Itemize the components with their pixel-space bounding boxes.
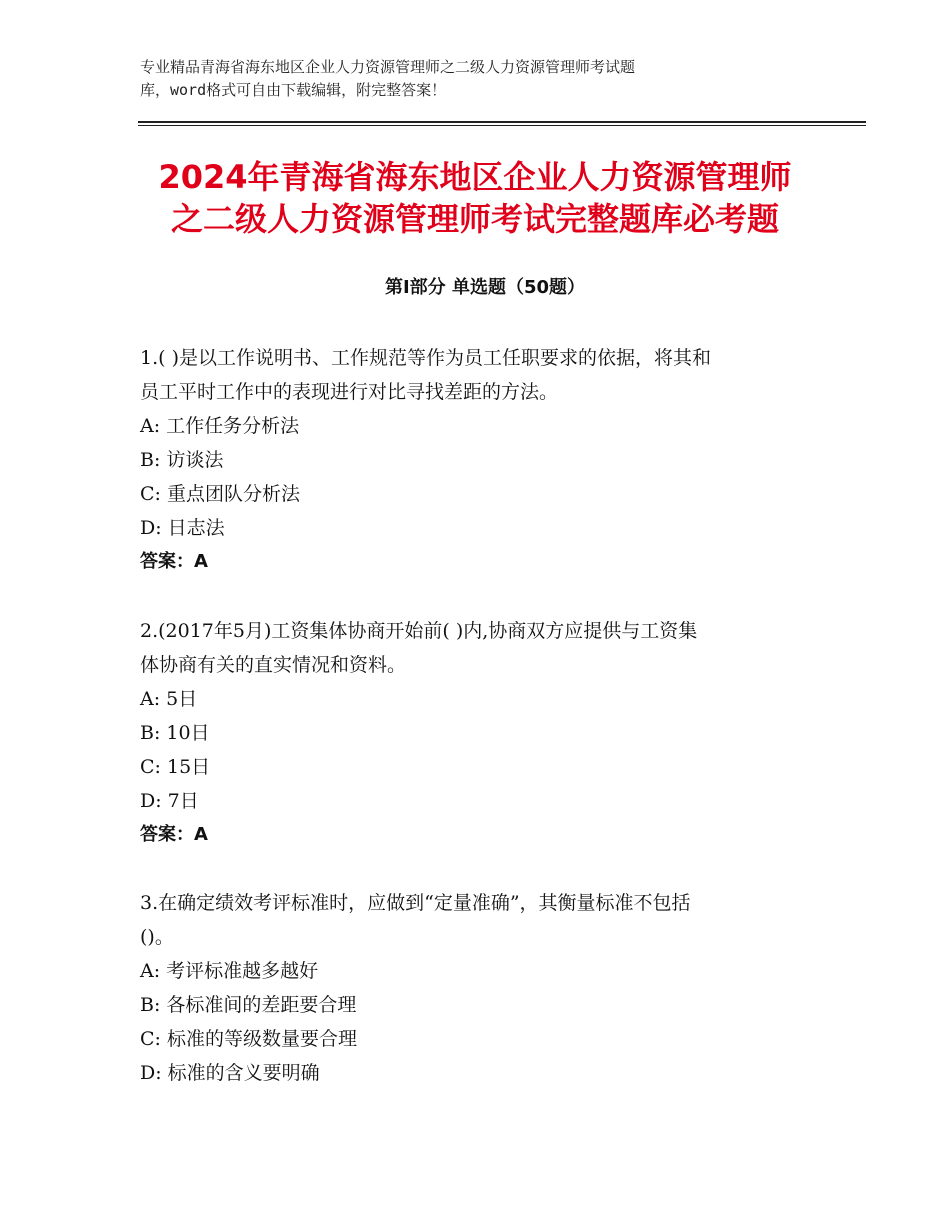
option-a: A: 工作任务分析法 <box>140 415 300 437</box>
option-c: C: 重点团队分析法 <box>140 483 300 505</box>
option-d: D: 7日 <box>140 790 199 812</box>
question-text-line-1: 3.在确定绩效考评标准时，应做到“定量准确”，其衡量标准不包括 <box>140 892 691 914</box>
option-b: B: 访谈法 <box>140 449 224 471</box>
answer: 答案：A <box>140 824 208 845</box>
question-text <box>140 886 820 954</box>
document-title <box>130 156 820 240</box>
header-note <box>140 56 830 102</box>
document-title-line-2: 之二级人力资源管理师考试完整题库必考题 <box>170 200 779 238</box>
question-text <box>140 341 820 409</box>
header-note-line-1: 专业精品青海省海东地区企业人力资源管理师之二级人力资源管理师考试题 <box>140 58 636 76</box>
option-d: D: 标准的含义要明确 <box>140 1062 320 1084</box>
header-divider-thick <box>138 121 866 123</box>
question-text-line-2: 体协商有关的直实情况和资料。 <box>140 654 407 676</box>
option-b: B: 10日 <box>140 722 210 744</box>
answer: 答案：A <box>140 551 208 572</box>
header-note-line-2: 库，word格式可自由下载编辑，附完整答案！ <box>140 81 447 99</box>
option-d: D: 日志法 <box>140 517 225 539</box>
question-1 <box>140 341 820 579</box>
option-a: A: 考评标准越多越好 <box>140 960 319 982</box>
question-text-line-1: 2.(2017年5月)工资集体协商开始前( )内,协商双方应提供与工资集 <box>140 620 698 642</box>
question-text-line-2: 员工平时工作中的表现进行对比寻找差距的方法。 <box>140 381 559 403</box>
question-text <box>140 614 820 682</box>
option-a: A: 5日 <box>140 688 198 710</box>
section-heading: 第Ⅰ部分 单选题（50题） <box>384 277 585 298</box>
question-text-line-2: ()。 <box>140 926 174 948</box>
question-text-line-1: 1.( )是以工作说明书、工作规范等作为员工任职要求的依据，将其和 <box>140 347 711 369</box>
header-divider-thin <box>138 125 866 126</box>
question-3 <box>140 886 820 1090</box>
option-c: C: 15日 <box>140 756 211 778</box>
option-c: C: 标准的等级数量要合理 <box>140 1028 357 1050</box>
document-title-line-1: 2024年青海省海东地区企业人力资源管理师 <box>158 158 792 196</box>
option-b: B: 各标准间的差距要合理 <box>140 994 357 1016</box>
question-2 <box>140 614 820 852</box>
